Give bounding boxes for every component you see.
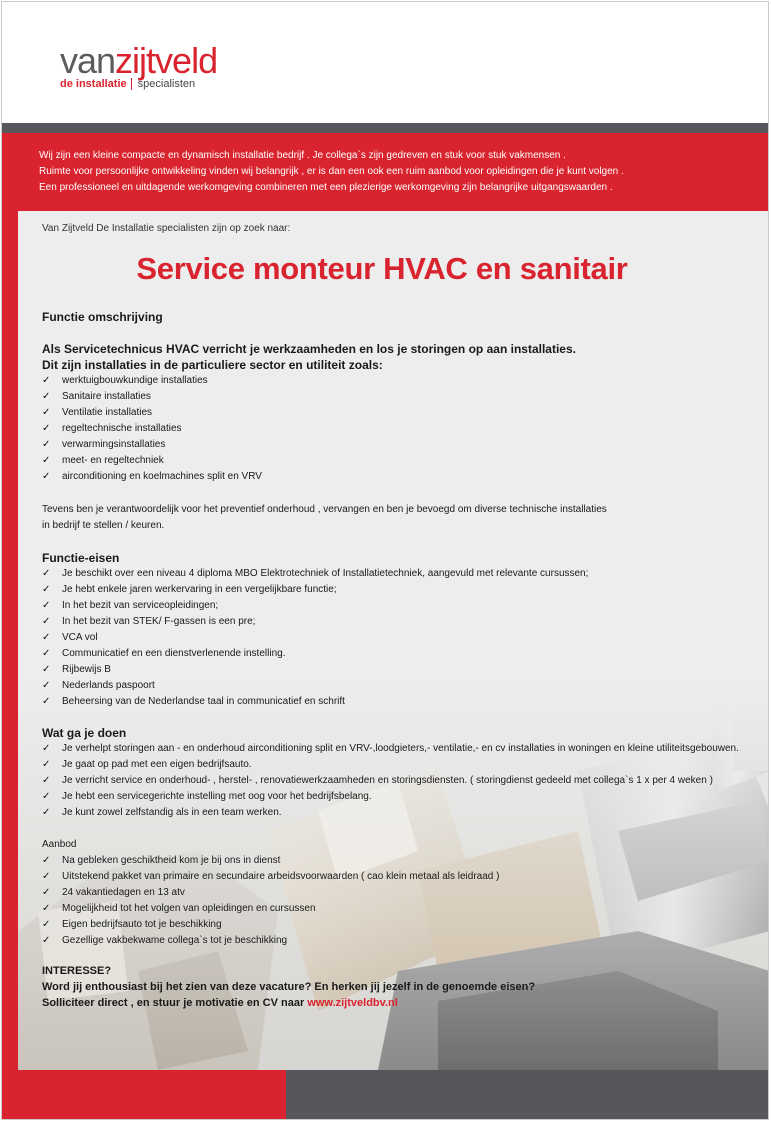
functie-list (42, 373, 742, 485)
check-icon: ✓ (42, 887, 51, 898)
check-icon: ✓ (42, 775, 51, 786)
eisen-list (42, 566, 742, 710)
list-item: ✓ werktuigbouwkundige installaties (42, 373, 742, 389)
left-accent-bar (2, 211, 18, 1120)
section-heading-eisen: Functie-eisen (42, 551, 120, 565)
list-item: ✓ Je kunt zowel zelfstandig als in een team werken. (42, 805, 742, 821)
check-icon: ✓ (42, 471, 51, 482)
list-item: ✓ Beheersing van de Nederlandse taal in communicatief en schrift (42, 694, 742, 710)
check-icon: ✓ (42, 648, 51, 659)
footer-grey-block (286, 1070, 769, 1120)
list-item: ✓ Mogelijkheid tot het volgen van opleidingen en cursussen (42, 901, 742, 917)
list-item: ✓ Je hebt enkele jaren werkervaring in een vergelijkbare functie; (42, 582, 742, 598)
list-item: ✓ 24 vakantiedagen en 13 atv (42, 885, 742, 901)
logo-subtitle-left: de installatie (60, 78, 132, 90)
check-icon: ✓ (42, 871, 51, 882)
check-icon: ✓ (42, 455, 51, 466)
check-icon: ✓ (42, 759, 51, 770)
footer-red-block (18, 1070, 286, 1120)
check-icon: ✓ (42, 584, 51, 595)
section-heading-functie: Functie omschrijving (42, 310, 163, 324)
check-icon: ✓ (42, 903, 51, 914)
list-item: ✓ Je hebt een servicegerichte instelling met oog voor het bedrijfsbelang. (42, 789, 742, 805)
list-item: ✓ Je gaat op pad met een eigen bedrijfsauto. (42, 757, 742, 773)
interesse-heading: INTERESSE? (42, 965, 112, 977)
list-item: ✓ Je verhelpt storingen aan - en onderhoud airconditioning split en VRV-,loodgieters,- ventilatie,- en cv installaties in woningen en kleine utiliteitsgebouwen. (42, 741, 742, 757)
check-icon: ✓ (42, 391, 51, 402)
interesse-line: Solliciteer direct , en stuur je motivatie en CV naar www.zijtveldbv.nl (42, 997, 398, 1009)
page-title: Service monteur HVAC en sanitair (136, 251, 628, 286)
list-item: ✓ meet- en regeltechniek (42, 453, 742, 469)
logo-word-van: van (60, 40, 116, 81)
functie-paragraph: in bedrijf te stellen / keuren. (42, 520, 165, 531)
aanbod-list (42, 853, 742, 949)
list-item: ✓ Eigen bedrijfsauto tot je beschikking (42, 917, 742, 933)
list-item: ✓ Je verricht service en onderhoud- , herstel- , renovatiewerkzaamheden en storingsdiensten. ( storingdienst gedeeld met collega`s 1 x per 4 weken ) (42, 773, 742, 789)
check-icon: ✓ (42, 407, 51, 418)
list-item: ✓ Ventilatie installaties (42, 405, 742, 421)
list-item: ✓ Rijbewijs B (42, 662, 742, 678)
list-item: ✓ Nederlands paspoort (42, 678, 742, 694)
list-item: ✓ verwarmingsinstallaties (42, 437, 742, 453)
check-icon: ✓ (42, 919, 51, 930)
list-item: ✓ Je beschikt over een niveau 4 diploma MBO Elektrotechniek of Installatietechniek, aangevuld met relevante cursussen; (42, 566, 742, 582)
list-item: ✓ Communicatief en een dienstverlenende instelling. (42, 646, 742, 662)
check-icon: ✓ (42, 632, 51, 643)
lead-text: Van Zijtveld De Installatie specialisten zijn op zoek naar: (42, 223, 291, 234)
list-item: ✓ Uitstekend pakket van primaire en secundaire arbeidsvoorwaarden ( cao klein metaal als leidraad ) (42, 869, 742, 885)
intro-line: Een professioneel en uitdagende werkomgeving combineren met een plezierige werkomgeving zijn belangrijke uitgangswaarden . (39, 182, 613, 193)
functie-paragraph: Tevens ben je verantwoordelijk voor het preventief onderhoud , vervangen en ben je bevoegd om diverse technische installaties (42, 504, 607, 515)
functie-intro-line: Dit zijn installaties in de particuliere sector en utiliteit zoals: (42, 358, 383, 372)
functie-intro-line: Als Servicetechnicus HVAC verricht je werkzaamheden en los je storingen op aan installaties. (42, 342, 576, 356)
check-icon: ✓ (42, 664, 51, 675)
interesse-line: Word jij enthousiast bij het zien van deze vacature? En herken jij jezelf in de genoemde eisen? (42, 981, 536, 993)
section-heading-doen: Wat ga je doen (42, 726, 127, 740)
logo-subtitle-right: specialisten (137, 78, 196, 90)
check-icon: ✓ (42, 743, 51, 754)
list-item: ✓ Na gebleken geschiktheid kom je bij ons in dienst (42, 853, 742, 869)
section-heading-aanbod: Aanbod (42, 839, 77, 850)
check-icon: ✓ (42, 439, 51, 450)
check-icon: ✓ (42, 616, 51, 627)
list-item: ✓ Sanitaire installaties (42, 389, 742, 405)
intro-text (39, 148, 759, 196)
check-icon: ✓ (42, 423, 51, 434)
list-item: ✓ Gezellige vakbekwame collega`s tot je beschikking (42, 933, 742, 949)
company-logo (60, 42, 217, 94)
list-item: ✓ airconditioning en koelmachines split en VRV (42, 469, 742, 485)
intro-line: Ruimte voor persoonlijke ontwikkeling vinden wij belangrijk , er is dan een ook een ruim aanbod voor opleidingen die je kunt volgen . (39, 166, 624, 177)
list-item: ✓ In het bezit van STEK/ F-gassen is een pre; (42, 614, 742, 630)
check-icon: ✓ (42, 935, 51, 946)
doen-list (42, 741, 742, 821)
header-divider (2, 123, 768, 133)
intro-line: Wij zijn een kleine compacte en dynamisch installatie bedrijf . Je collega`s zijn gedreven en stuk voor stuk vakmensen . (39, 150, 566, 161)
check-icon: ✓ (42, 855, 51, 866)
list-item: ✓ VCA vol (42, 630, 742, 646)
vacancy-page (1, 1, 769, 1120)
check-icon: ✓ (42, 807, 51, 818)
check-icon: ✓ (42, 791, 51, 802)
check-icon: ✓ (42, 696, 51, 707)
list-item: ✓ In het bezit van serviceopleidingen; (42, 598, 742, 614)
website-link[interactable]: www.zijtveldbv.nl (307, 997, 398, 1009)
vacancy-content (42, 221, 742, 1011)
header (2, 2, 768, 123)
check-icon: ✓ (42, 375, 51, 386)
check-icon: ✓ (42, 680, 51, 691)
list-item: ✓ regeltechnische installaties (42, 421, 742, 437)
logo-word-zijtveld: zijtveld (115, 40, 218, 81)
check-icon: ✓ (42, 600, 51, 611)
check-icon: ✓ (42, 568, 51, 579)
